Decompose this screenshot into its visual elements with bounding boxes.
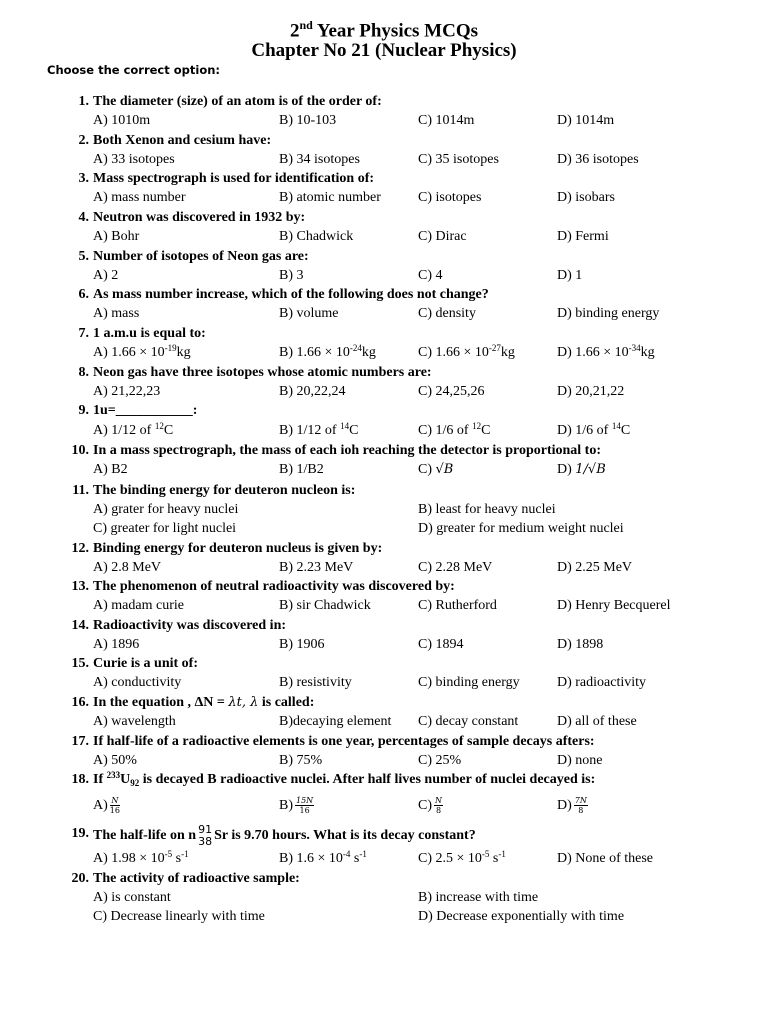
option-a: A) B2 xyxy=(93,462,128,477)
question-11: 11. The binding energy for deuteron nucleon is: xyxy=(72,483,356,498)
option-a: A) mass xyxy=(93,306,140,321)
question-14: 14. Radioactivity was discovered in: xyxy=(71,618,287,633)
option-d: D) all of these xyxy=(557,714,637,729)
option-c: C) decay constant xyxy=(418,714,519,729)
option-b: B) volume xyxy=(279,306,339,321)
question-9: 9. 1u=___________: xyxy=(78,403,198,418)
option-a: A) 1896 xyxy=(93,637,140,652)
nuclide-notation: 91 38 xyxy=(198,823,213,848)
option-a: A) mass number xyxy=(93,190,186,205)
option-c: C) $2.5 \times 10^{-5}$ $s^{-1}$ xyxy=(418,849,506,866)
question-20: 20. The activity of radioactive sample: xyxy=(71,871,300,886)
option-d: D) None of these xyxy=(557,851,654,866)
question-4: 4. Neutron was discovered in 1932 by: xyxy=(78,210,306,225)
option-a: A) $\frac{N}{16}$ xyxy=(93,796,120,816)
option-c: C) 35 isotopes xyxy=(418,152,499,167)
option-b: B) sir Chadwick xyxy=(279,598,371,613)
option-d: D) 1/√B xyxy=(557,462,606,477)
option-d: D) 1 xyxy=(557,268,583,283)
option-c: C) $1.66 \times 10^{-27}kg$ xyxy=(418,343,515,360)
option-d: D) 20,21,22 xyxy=(557,384,625,399)
option-d: D) Fermi xyxy=(557,229,609,244)
option-a: A) Bohr xyxy=(93,229,140,244)
option-d: D) Henry Becquerel xyxy=(557,598,671,613)
option-c: C) √B xyxy=(418,462,454,477)
option-b: B) 1/B2 xyxy=(279,462,324,477)
fraction: $\frac{15N}{16}$ xyxy=(296,796,314,816)
option-a: A) madam curie xyxy=(93,598,184,613)
fraction: $\frac{N}{16}$ xyxy=(109,796,120,816)
option-b: B) 75% xyxy=(279,753,323,768)
option-a: A) 50% xyxy=(93,753,137,768)
question-1: 1. The diameter (size) of an atom is of the order of: xyxy=(78,94,382,109)
option-b: B) $1.66 \times 10^{-24}kg$ xyxy=(279,343,376,360)
question-19: 19. The half-life on n 91 38 Sr is 9.70 hours. What is its decay constant? xyxy=(71,823,476,848)
option-a: A) 33 isotopes xyxy=(93,152,175,167)
question-10: 10. In a mass spectrograph, the mass of each ioh reaching the detector is proportional to: xyxy=(71,443,601,458)
question-2: 2. Both Xenon and cesium have: xyxy=(78,133,272,148)
option-d: D) $\frac{7N}{8}$ xyxy=(557,796,587,816)
page-title: 2nd Year Physics MCQs xyxy=(289,18,479,42)
option-b: B) 20,22,24 xyxy=(279,384,346,399)
fraction: $\frac{7N}{8}$ xyxy=(574,796,587,816)
option-b: B) 10-103 xyxy=(279,113,337,128)
question-7: 7. 1 a.m.u is equal to: xyxy=(78,326,206,341)
option-c: C) Decrease linearly with time xyxy=(93,909,265,924)
option-c: C) Dirac xyxy=(418,229,467,244)
question-6: 6. As mass number increase, which of the following does not change? xyxy=(78,287,489,302)
chapter-subtitle: Chapter No 21 (Nuclear Physics) xyxy=(251,40,517,61)
option-c: C) greater for light nuclei xyxy=(93,521,237,536)
question-3: 3. Mass spectrograph is used for identification of: xyxy=(78,171,375,186)
option-c: C) Rutherford xyxy=(418,598,497,613)
option-b: B) 1906 xyxy=(279,637,325,652)
option-c: C) isotopes xyxy=(418,190,482,205)
option-c: C) 1/6 of $^{12}$C xyxy=(418,421,491,438)
option-c: C) 4 xyxy=(418,268,443,283)
option-c: C) binding energy xyxy=(418,675,520,690)
question-5: 5. Number of isotopes of Neon gas are: xyxy=(78,249,309,264)
option-b: B) increase with time xyxy=(418,890,539,905)
option-d: D) greater for medium weight nuclei xyxy=(418,521,624,536)
option-c: C) density xyxy=(418,306,476,321)
option-a: A) 1010m xyxy=(93,113,151,128)
option-b: B) $\frac{15N}{16}$ xyxy=(279,796,314,816)
option-a: A) conductivity xyxy=(93,675,182,690)
question-8: 8. Neon gas have three isotopes whose atomic numbers are: xyxy=(78,365,432,380)
option-a: A) $1.98 \times 10^{-5}$ $s^{-1}$ xyxy=(93,849,189,866)
option-b: B) 1/12 of $^{14}$C xyxy=(279,421,359,438)
question-18: 18. If $^{233}U_{92}$ is decayed B radioactive nuclei. After half lives number of nuclei decayed is: xyxy=(71,770,596,788)
option-a: A) 21,22,23 xyxy=(93,384,161,399)
option-d: D) 1/6 of $^{14}$C xyxy=(557,421,631,438)
option-d: D) isobars xyxy=(557,190,615,205)
instruction-text: Choose the correct option: xyxy=(47,63,220,77)
option-c: C) 25% xyxy=(418,753,462,768)
option-b: B) 3 xyxy=(279,268,304,283)
option-b: B) least for heavy nuclei xyxy=(418,502,556,517)
option-b: B) 2.23 MeV xyxy=(279,560,354,575)
fraction: $\frac{N}{8}$ xyxy=(435,796,442,816)
option-d: D) 2.25 MeV xyxy=(557,560,633,575)
option-c: C) 2.28 MeV xyxy=(418,560,493,575)
option-a: A) 2 xyxy=(93,268,119,283)
option-b: B) atomic number xyxy=(279,190,381,205)
option-b: B) resistivity xyxy=(279,675,352,690)
option-c: C) 1014m xyxy=(418,113,475,128)
option-a: A) grater for heavy nuclei xyxy=(93,502,239,517)
option-b: B) $1.6 \times 10^{-4}$ $s^{-1}$ xyxy=(279,849,367,866)
option-c: C) 24,25,26 xyxy=(418,384,485,399)
option-d: D) radioactivity xyxy=(557,675,647,690)
question-15: 15. Curie is a unit of: xyxy=(71,656,198,671)
option-d: D) 36 isotopes xyxy=(557,152,639,167)
option-c: C) $\frac{N}{8}$ xyxy=(418,796,442,816)
option-a: A) wavelength xyxy=(93,714,176,729)
option-d: D) none xyxy=(557,753,603,768)
option-a: A) is constant xyxy=(93,890,171,905)
option-d: D) $1.66 \times 10^{-34}kg$ xyxy=(557,343,655,360)
option-a: A) 2.8 MeV xyxy=(93,560,162,575)
question-17: 17. If half-life of a radioactive elements is one year, percentages of sample decays afters: xyxy=(71,734,595,749)
option-b: B) 34 isotopes xyxy=(279,152,360,167)
question-12: 12. Binding energy for deuteron nucleus is given by: xyxy=(71,541,383,556)
option-d: D) Decrease exponentially with time xyxy=(418,909,625,924)
option-c: C) 1894 xyxy=(418,637,464,652)
option-d: D) 1014m xyxy=(557,113,615,128)
option-d: D) binding energy xyxy=(557,306,660,321)
option-a: A) $1.66 \times 10^{-19}kg$ xyxy=(93,343,191,360)
question-13: 13. The phenomenon of neutral radioactivity was discovered by: xyxy=(71,579,455,594)
option-b: B)decaying element xyxy=(279,714,392,729)
question-16: 16. In the equation , ΔN = λt, λ is called: xyxy=(71,695,315,710)
option-a: A) 1/12 of $^{12}$C xyxy=(93,421,174,438)
option-d: D) 1898 xyxy=(557,637,604,652)
option-b: B) Chadwick xyxy=(279,229,354,244)
